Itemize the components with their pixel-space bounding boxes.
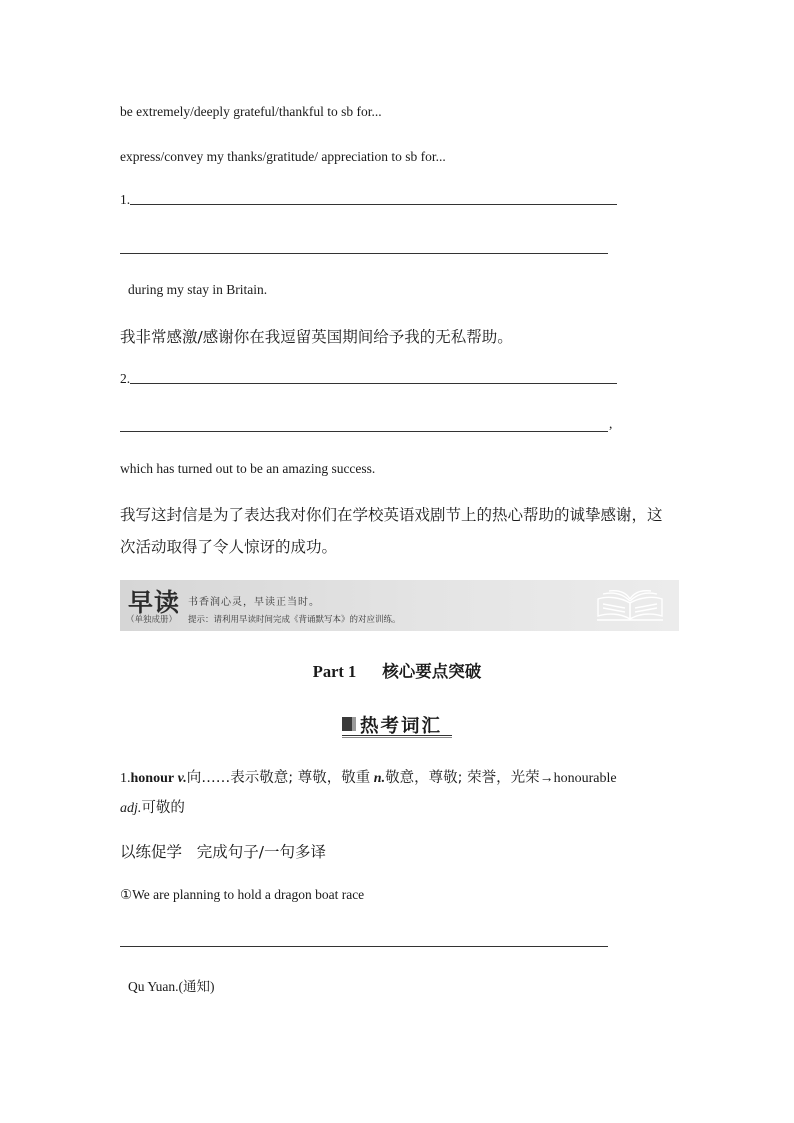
vocab-entry-line-1: [120, 766, 617, 787]
part-label: Part 1: [312, 662, 357, 681]
exercise-2-continuation: which has turned out to be an amazing success.: [120, 461, 376, 476]
exercise-2-chinese-line-1: 我写这封信是为了表达我对你们在学校英语戏剧节上的热心帮助的诚挚感谢，这: [120, 506, 663, 524]
section-marker-icon: [342, 717, 352, 731]
exercise-2-blank-row: [120, 372, 617, 386]
exercise-1-blank-2[interactable]: [120, 253, 608, 254]
exercise-1-continuation: during my stay in Britain.: [128, 282, 268, 297]
part-heading: [0, 658, 794, 682]
section-marker-accent: [352, 717, 356, 731]
vocab-pos-adj: adj.: [120, 801, 142, 816]
open-book-icon: [595, 589, 665, 623]
exercise-2-number: 2.: [120, 371, 131, 386]
exercise-2-blank-2[interactable]: [120, 431, 608, 432]
exercise-1-chinese: 我非常感激/感谢你在我逗留英国期间给予我的无私帮助。: [120, 328, 513, 346]
section-heading: [342, 712, 452, 736]
vocab-number: 1.: [120, 771, 131, 786]
phrase-line-1: be extremely/deeply grateful/thankful to sb for...: [120, 104, 382, 119]
vocab-pos-noun: n.: [373, 771, 386, 786]
vocab-word: honour: [130, 771, 175, 786]
practice-heading: [120, 840, 326, 862]
practice-subtitle: 完成句子/一句多译: [196, 843, 327, 861]
section-underline-2: [342, 737, 452, 738]
exercise-2-chinese-line-2: 次活动取得了令人惊讶的成功。: [120, 538, 338, 556]
section-underline: [342, 735, 452, 736]
banner-subtitle: （单独成册）: [126, 615, 178, 625]
exercise-2-blank[interactable]: [130, 382, 617, 384]
vocab-derived-word: honourable: [553, 771, 617, 786]
exercise-1-blank-row: [120, 193, 617, 207]
exercise-2-comma: ,: [609, 416, 613, 431]
exercise-1-blank[interactable]: [130, 203, 617, 205]
practice-item-1-blank[interactable]: [120, 946, 608, 947]
banner-slogan: 书香润心灵，早读正当时。: [188, 597, 320, 608]
phrase-line-2: express/convey my thanks/gratitude/ appreciation to sb for...: [120, 149, 446, 164]
practice-item-1: ①We are planning to hold a dragon boat race: [120, 887, 365, 902]
vocab-entry-line-2: [120, 796, 185, 817]
vocab-def-verb: 向……表示敬意; 尊敬，敬重: [186, 770, 371, 786]
exercise-1-number: 1.: [120, 192, 131, 207]
section-title: 热考词汇: [360, 716, 443, 737]
arrow-icon: →: [539, 771, 554, 786]
vocab-def-adj: 可敬的: [141, 800, 185, 816]
banner-hint: 提示：请利用早读时间完成《背诵默写本》的对应训练。: [188, 615, 401, 625]
practice-title: 以练促学: [120, 843, 183, 861]
banner-title: 早读: [128, 588, 181, 617]
vocab-def-noun: 敬意，尊敬; 荣誉，光荣: [385, 770, 540, 786]
practice-item-1-continuation: Qu Yuan.(通知): [128, 979, 215, 994]
part-title: 核心要点突破: [382, 662, 482, 681]
vocab-pos-verb: v.: [177, 771, 187, 786]
early-reading-banner: [120, 580, 679, 631]
